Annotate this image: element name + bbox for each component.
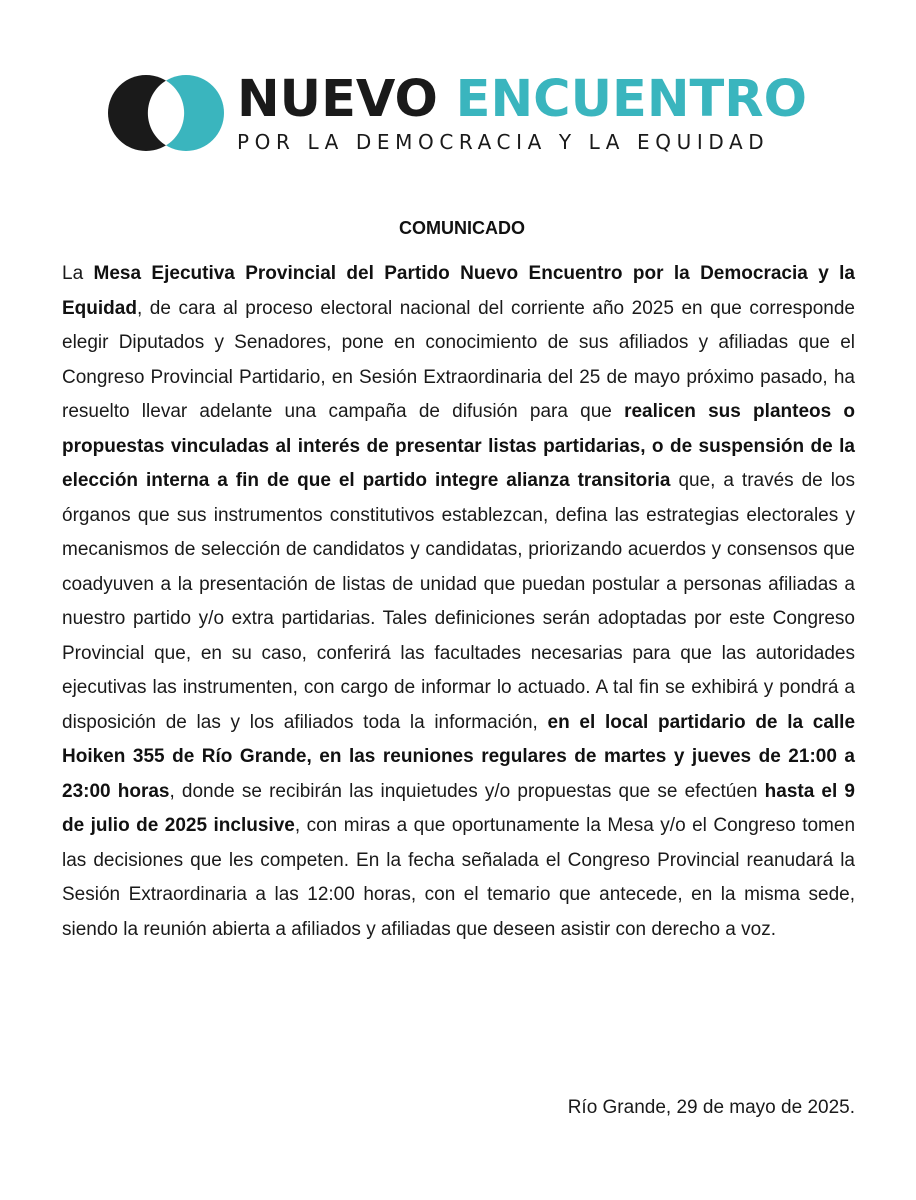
- body-text-bold: en el local partidario de la calle Hoiken 355 de Río Grande, en las reuniones regulares de martes y jueves de 21:00 a 23:00 horas: [62, 711, 856, 802]
- body-text-segment: que, a través de los órganos que sus instrumentos constitutivos establezcan, defina las estrategias electorales y mecanismos de selección de candidatos y candidatas, priorizando acuerdos y consensos que coadyuven a la presentación de listas de unidad que puedan postular a personas afiliadas a nuestro partido y/o extra partidarias. Tales definiciones serán adoptadas por este Congreso Provincial que, en su caso, conferirá las facultades necesarias para que las autoridades ejecutivas las instrumenten, con cargo de informar lo actuado. A tal fin se exhibirá y pondrá a disposición de las y los afiliados toda la información,: [62, 470, 855, 733]
- body-text-segment: , con miras a que oportunamente la Mesa y/o el Congreso tomen las decisiones que les competen. En la fecha señalada el Congreso Provincial reanudará la Sesión Extraordinaria a las 12:00 horas, con el temario que antecede, en la misma sede, siendo la reunión abierta a afiliados y afiliadas que deseen asistir con derecho a voz.: [62, 815, 856, 940]
- party-logo: [108, 70, 808, 158]
- body-text-segment: La: [62, 263, 94, 284]
- party-tagline: POR LA DEMOCRACIA Y LA EQUIDAD: [237, 130, 770, 154]
- document-heading: COMUNICADO: [399, 218, 525, 238]
- body-text-segment: , donde se recibirán las inquietudes y/o propuestas que se efectúen: [169, 780, 765, 802]
- party-name-part2: ENCUENTRO: [455, 70, 807, 129]
- party-name: [237, 68, 807, 132]
- party-name-part1: NUEVO: [237, 70, 438, 129]
- logo-circles-icon: [108, 74, 224, 152]
- body-text-segment: , de cara al proceso electoral nacional del corriente año 2025 en que corresponde elegir Diputados y Senadores, pone en conocimiento de sus afiliados y afiliadas que el Congreso Provincial Partidario, en Sesión Extraordinaria del 25 de mayo próximo pasado, ha resuelto llevar adelante una campaña de difusión para que: [62, 297, 855, 422]
- body-text-bold: Mesa Ejecutiva Provincial del Partido Nuevo Encuentro por la Democracia y la Equidad: [62, 263, 855, 319]
- body-text-bold: realicen sus planteos o propuestas vinculadas al interés de presentar listas partidarias, o de suspensión de la elección interna a fin de que el partido integre alianza transitoria: [62, 401, 856, 491]
- document-signature: Río Grande, 29 de mayo de 2025.: [567, 1097, 855, 1118]
- document-body: [62, 257, 855, 947]
- body-text-bold: hasta el 9 de julio de 2025 inclusive: [62, 780, 855, 836]
